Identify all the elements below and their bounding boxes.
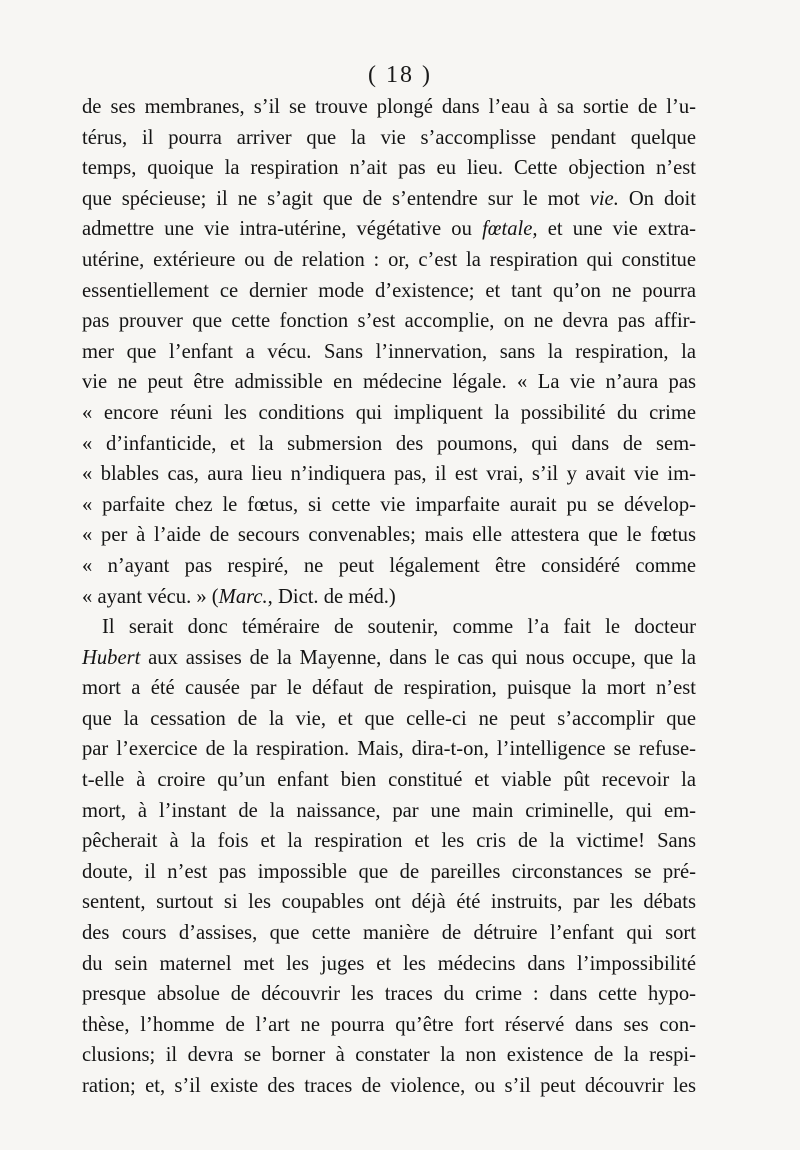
text-segment: par l’exercice de la respiration. Mais, dira-t-on, l’intelligence se refuse-	[82, 738, 696, 761]
text-segment: « encore réuni les conditions qui impliquent la possibilité du crime	[82, 401, 696, 424]
text-line	[82, 429, 696, 460]
text-segment: presque absolue de découvrir les traces du crime : dans cette hypo-	[82, 983, 696, 1006]
text-segment: , Dict. de méd.)	[267, 585, 396, 608]
text-line	[82, 979, 696, 1010]
text-line	[82, 459, 696, 490]
text-segment: clusions; il devra se borner à constater la non existence de la respi-	[82, 1044, 696, 1067]
text-line	[82, 367, 696, 398]
italic-text: vie.	[589, 187, 619, 210]
text-segment: doute, il n’est pas impossible que de pareilles circonstances se pré-	[82, 860, 696, 883]
text-line	[82, 734, 696, 765]
text-line	[82, 123, 696, 154]
text-segment: Il serait donc téméraire de soutenir, comme l’a fait le docteur	[102, 616, 696, 639]
text-segment: aux assises de la Mayenne, dans le cas qui nous occupe, que la	[140, 646, 696, 669]
body-text	[82, 92, 696, 1102]
page-number: ( 18 )	[368, 62, 432, 88]
text-segment: « blables cas, aura lieu n’indiquera pas, il est vrai, s’il y avait vie im-	[82, 463, 696, 486]
text-line	[82, 887, 696, 918]
text-segment: ration; et, s’il existe des traces de violence, ou s’il peut découvrir les	[82, 1075, 696, 1097]
text-line	[82, 490, 696, 521]
text-line	[82, 245, 696, 276]
text-line	[82, 796, 696, 827]
text-segment: « n’ayant pas respiré, ne peut légalement être considéré comme	[82, 554, 696, 577]
italic-text: Marc.	[218, 585, 268, 608]
text-segment: On doit	[618, 187, 696, 210]
text-line	[82, 673, 696, 704]
text-segment: vie ne peut être admissible en médecine légale. « La vie n’aura pas	[82, 371, 696, 394]
text-segment: « parfaite chez le fœtus, si cette vie imparfaite aurait pu se dévelop-	[82, 493, 696, 516]
text-line	[82, 704, 696, 735]
italic-text: Hubert	[82, 646, 141, 669]
text-segment: que spécieuse; il ne s’agit que de s’entendre sur le mot	[82, 187, 590, 210]
text-segment: de ses membranes, s’il se trouve plongé dans l’eau à sa sortie de l’u-	[82, 96, 696, 118]
text-line	[82, 153, 696, 184]
text-segment: térus, il pourra arriver que la vie s’accomplisse pendant quelque	[82, 126, 696, 149]
text-line	[82, 765, 696, 796]
text-line	[82, 551, 696, 582]
text-line	[82, 643, 696, 674]
text-segment: pas prouver que cette fonction s’est accomplie, on ne devra pas affir-	[82, 310, 696, 333]
text-line	[82, 520, 696, 551]
italic-text: fœtale,	[482, 218, 538, 241]
text-segment: t-elle à croire qu’un enfant bien constitué et viable pût recevoir la	[82, 769, 696, 792]
text-segment: mort a été causée par le défaut de respiration, puisque la mort n’est	[82, 677, 696, 700]
text-line	[82, 949, 696, 980]
text-segment: mer que l’enfant a vécu. Sans l’innervation, sans la respiration, la	[82, 340, 696, 363]
text-line	[82, 92, 696, 123]
text-line	[82, 1040, 696, 1071]
text-line	[82, 184, 696, 215]
text-line	[82, 306, 696, 337]
text-segment: admettre une vie intra-utérine, végétative ou	[82, 218, 483, 241]
text-segment: « d’infanticide, et la submersion des poumons, qui dans de sem-	[82, 432, 696, 455]
text-line	[82, 857, 696, 888]
text-line	[82, 1071, 696, 1102]
text-segment: temps, quoique la respiration n’ait pas eu lieu. Cette objection n’est	[82, 157, 696, 180]
text-line	[82, 582, 696, 613]
text-segment: du sein maternel met les juges et les médecins dans l’impossibilité	[82, 952, 696, 975]
text-segment: pêcherait à la fois et la respiration et les cris de la victime! Sans	[82, 830, 696, 853]
text-line	[82, 276, 696, 307]
text-segment: essentiellement ce dernier mode d’existence; et tant qu’on ne pourra	[82, 279, 696, 302]
text-segment: « ayant vécu. » (	[82, 585, 219, 608]
text-segment: utérine, extérieure ou de relation : or, c’est la respiration qui constitue	[82, 248, 696, 271]
text-segment: sentent, surtout si les coupables ont déjà été instruits, par les débats	[82, 891, 696, 914]
text-segment: thèse, l’homme de l’art ne pourra qu’être fort réservé dans ses con-	[82, 1013, 696, 1036]
text-line	[82, 398, 696, 429]
text-line	[82, 337, 696, 368]
text-segment: des cours d’assises, que cette manière de détruire l’enfant qui sort	[82, 922, 696, 945]
text-line	[82, 826, 696, 857]
text-line	[82, 612, 696, 643]
text-segment: et une vie extra-	[537, 218, 696, 241]
text-segment: que la cessation de la vie, et que celle-ci ne peut s’accomplir que	[82, 707, 696, 730]
text-line	[82, 918, 696, 949]
text-segment: mort, à l’instant de la naissance, par une main criminelle, qui em-	[82, 799, 696, 822]
text-line	[82, 214, 696, 245]
text-line	[82, 1010, 696, 1041]
text-segment: « per à l’aide de secours convenables; mais elle attestera que le fœtus	[82, 524, 696, 547]
